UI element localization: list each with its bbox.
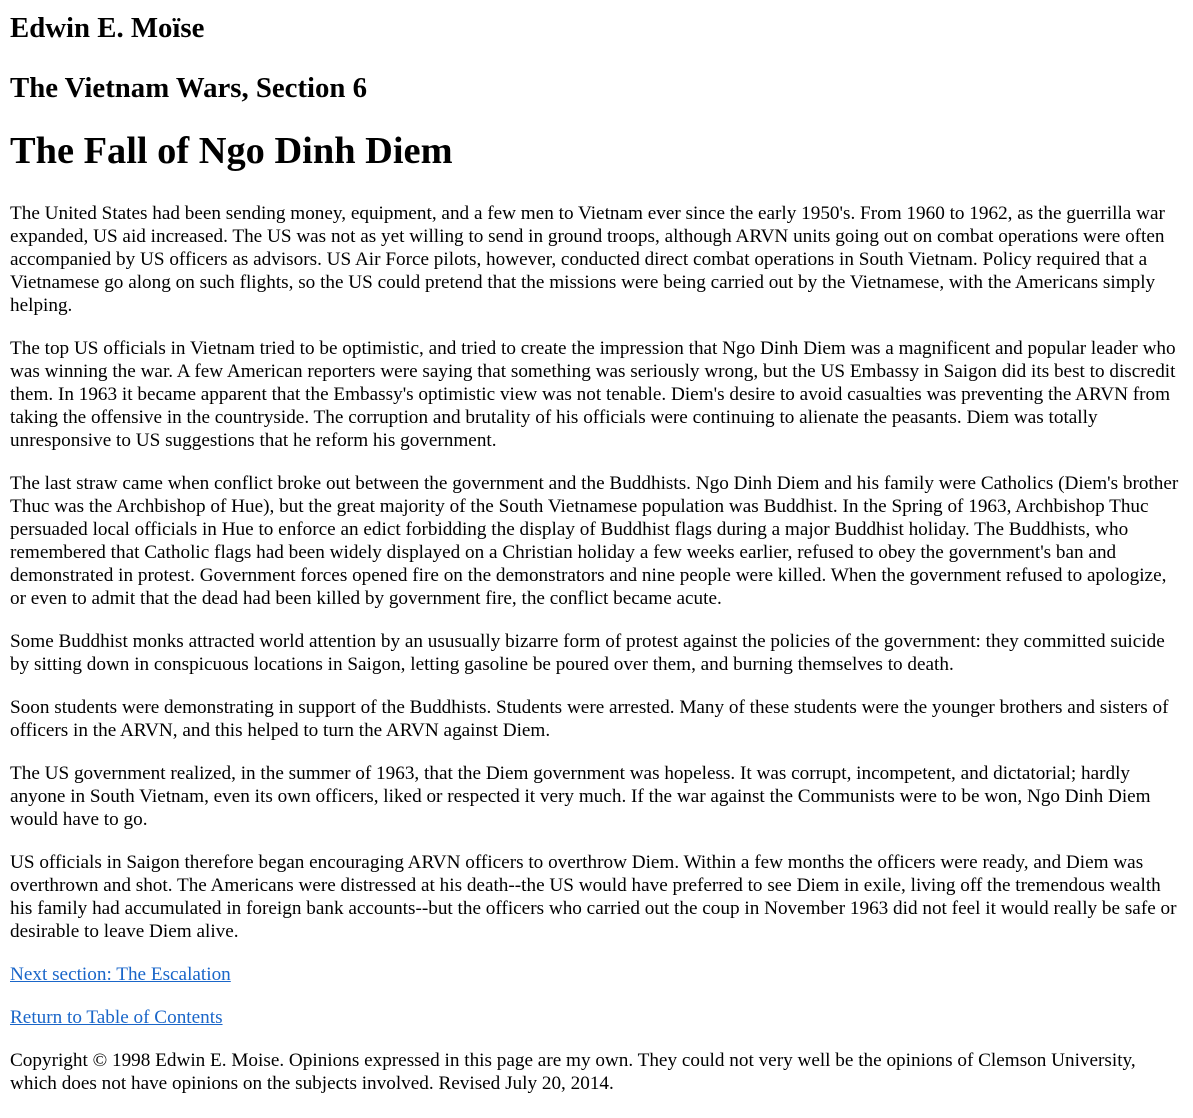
article-body [10,202,1183,943]
paragraph-coup: US officials in Saigon therefore began encouraging ARVN officers to overthrow Diem. Within a few months the officers were ready, and Diem was overthrown and shot. The Americans were distressed at his death--the US would have preferred to see Diem in exile, living off the tremendous wealth his family had accumulated in foreign bank accounts--but the officers who carried out the coup in November 1963 did not feel it would really be safe or desirable to leave Diem alive. [10,852,1177,942]
author-heading: Edwin E. Moïse [10,12,205,44]
table-of-contents-link[interactable]: Return to Table of Contents [10,1007,223,1028]
page-title: The Fall of Ngo Dinh Diem [10,130,453,172]
toc-row [10,1006,1183,1029]
paragraph-monk-protests: Some Buddhist monks attracted world attention by an ususually bizarre form of protest against the policies of the government: they committed suicide by sitting down in conspicuous locations in Saigon, letting gasoline be poured over them, and burning themselves to death. [10,631,1165,675]
paragraph-us-aid: The United States had been sending money, equipment, and a few men to Vietnam ever since the early 1950's. From 1960 to 1962, as the guerrilla war expanded, US aid increased. The US was not as yet willing to send in ground troops, although ARVN units going out on combat operations were often accompanied by US officers as advisors. US Air Force pilots, however, conducted direct combat operations in South Vietnam. Policy required that a Vietnamese go along on such flights, so the US could pretend that the missions were being carried out by the Vietnamese, with the Americans simply helping. [10,203,1165,316]
section-heading: The Vietnam Wars, Section 6 [10,72,368,104]
copyright-notice: Copyright © 1998 Edwin E. Moise. Opinions expressed in this page are my own. They could not very well be the opinions of Clemson University, which does not have opinions on the subjects involved. Revised July 20, 2014. [10,1050,1136,1094]
next-section-row [10,963,1183,986]
next-section-link[interactable]: Next section: The Escalation [10,964,231,985]
paragraph-buddhist-conflict: The last straw came when conflict broke out between the government and the Buddhists. Ngo Dinh Diem and his family were Catholics (Diem's brother Thuc was the Archbishop of Hue), but the great majority of the South Vietnamese population was Buddhist. In the Spring of 1963, Archbishop Thuc persuaded local officials in Hue to enforce an edict forbidding the display of Buddhist flags during a major Buddhist holiday. The Buddhists, who remembered that Catholic flags had been widely displayed on a Christian holiday a few weeks earlier, refused to obey the government's ban and demonstrated in protest. Government forces opened fire on the demonstrators and nine people were killed. When the government refused to apologize, or even to admit that the dead had been killed by government fire, the conflict became acute. [10,473,1179,609]
paragraph-us-realization: The US government realized, in the summer of 1963, that the Diem government was hopeless. It was corrupt, incompetent, and dictatorial; hardly anyone in South Vietnam, even its own officers, liked or respected it very much. If the war against the Communists were to be won, Ngo Dinh Diem would have to go. [10,763,1151,830]
paragraph-us-officials: The top US officials in Vietnam tried to be optimistic, and tried to create the impression that Ngo Dinh Diem was a magnificent and popular leader who was winning the war. A few American reporters were saying that something was seriously wrong, but the US Embassy in Saigon did its best to discredit them. In 1963 it became apparent that the Embassy's optimistic view was not tenable. Diem's desire to avoid casualties was preventing the ARVN from taking the offensive in the countryside. The corruption and brutality of his officials were continuing to alienate the peasants. Diem was totally unresponsive to US suggestions that he reform his government. [10,338,1176,451]
paragraph-student-demonstrations: Soon students were demonstrating in support of the Buddhists. Students were arrested. Many of these students were the younger brothers and sisters of officers in the ARVN, and this helped to turn the ARVN against Diem. [10,697,1169,741]
